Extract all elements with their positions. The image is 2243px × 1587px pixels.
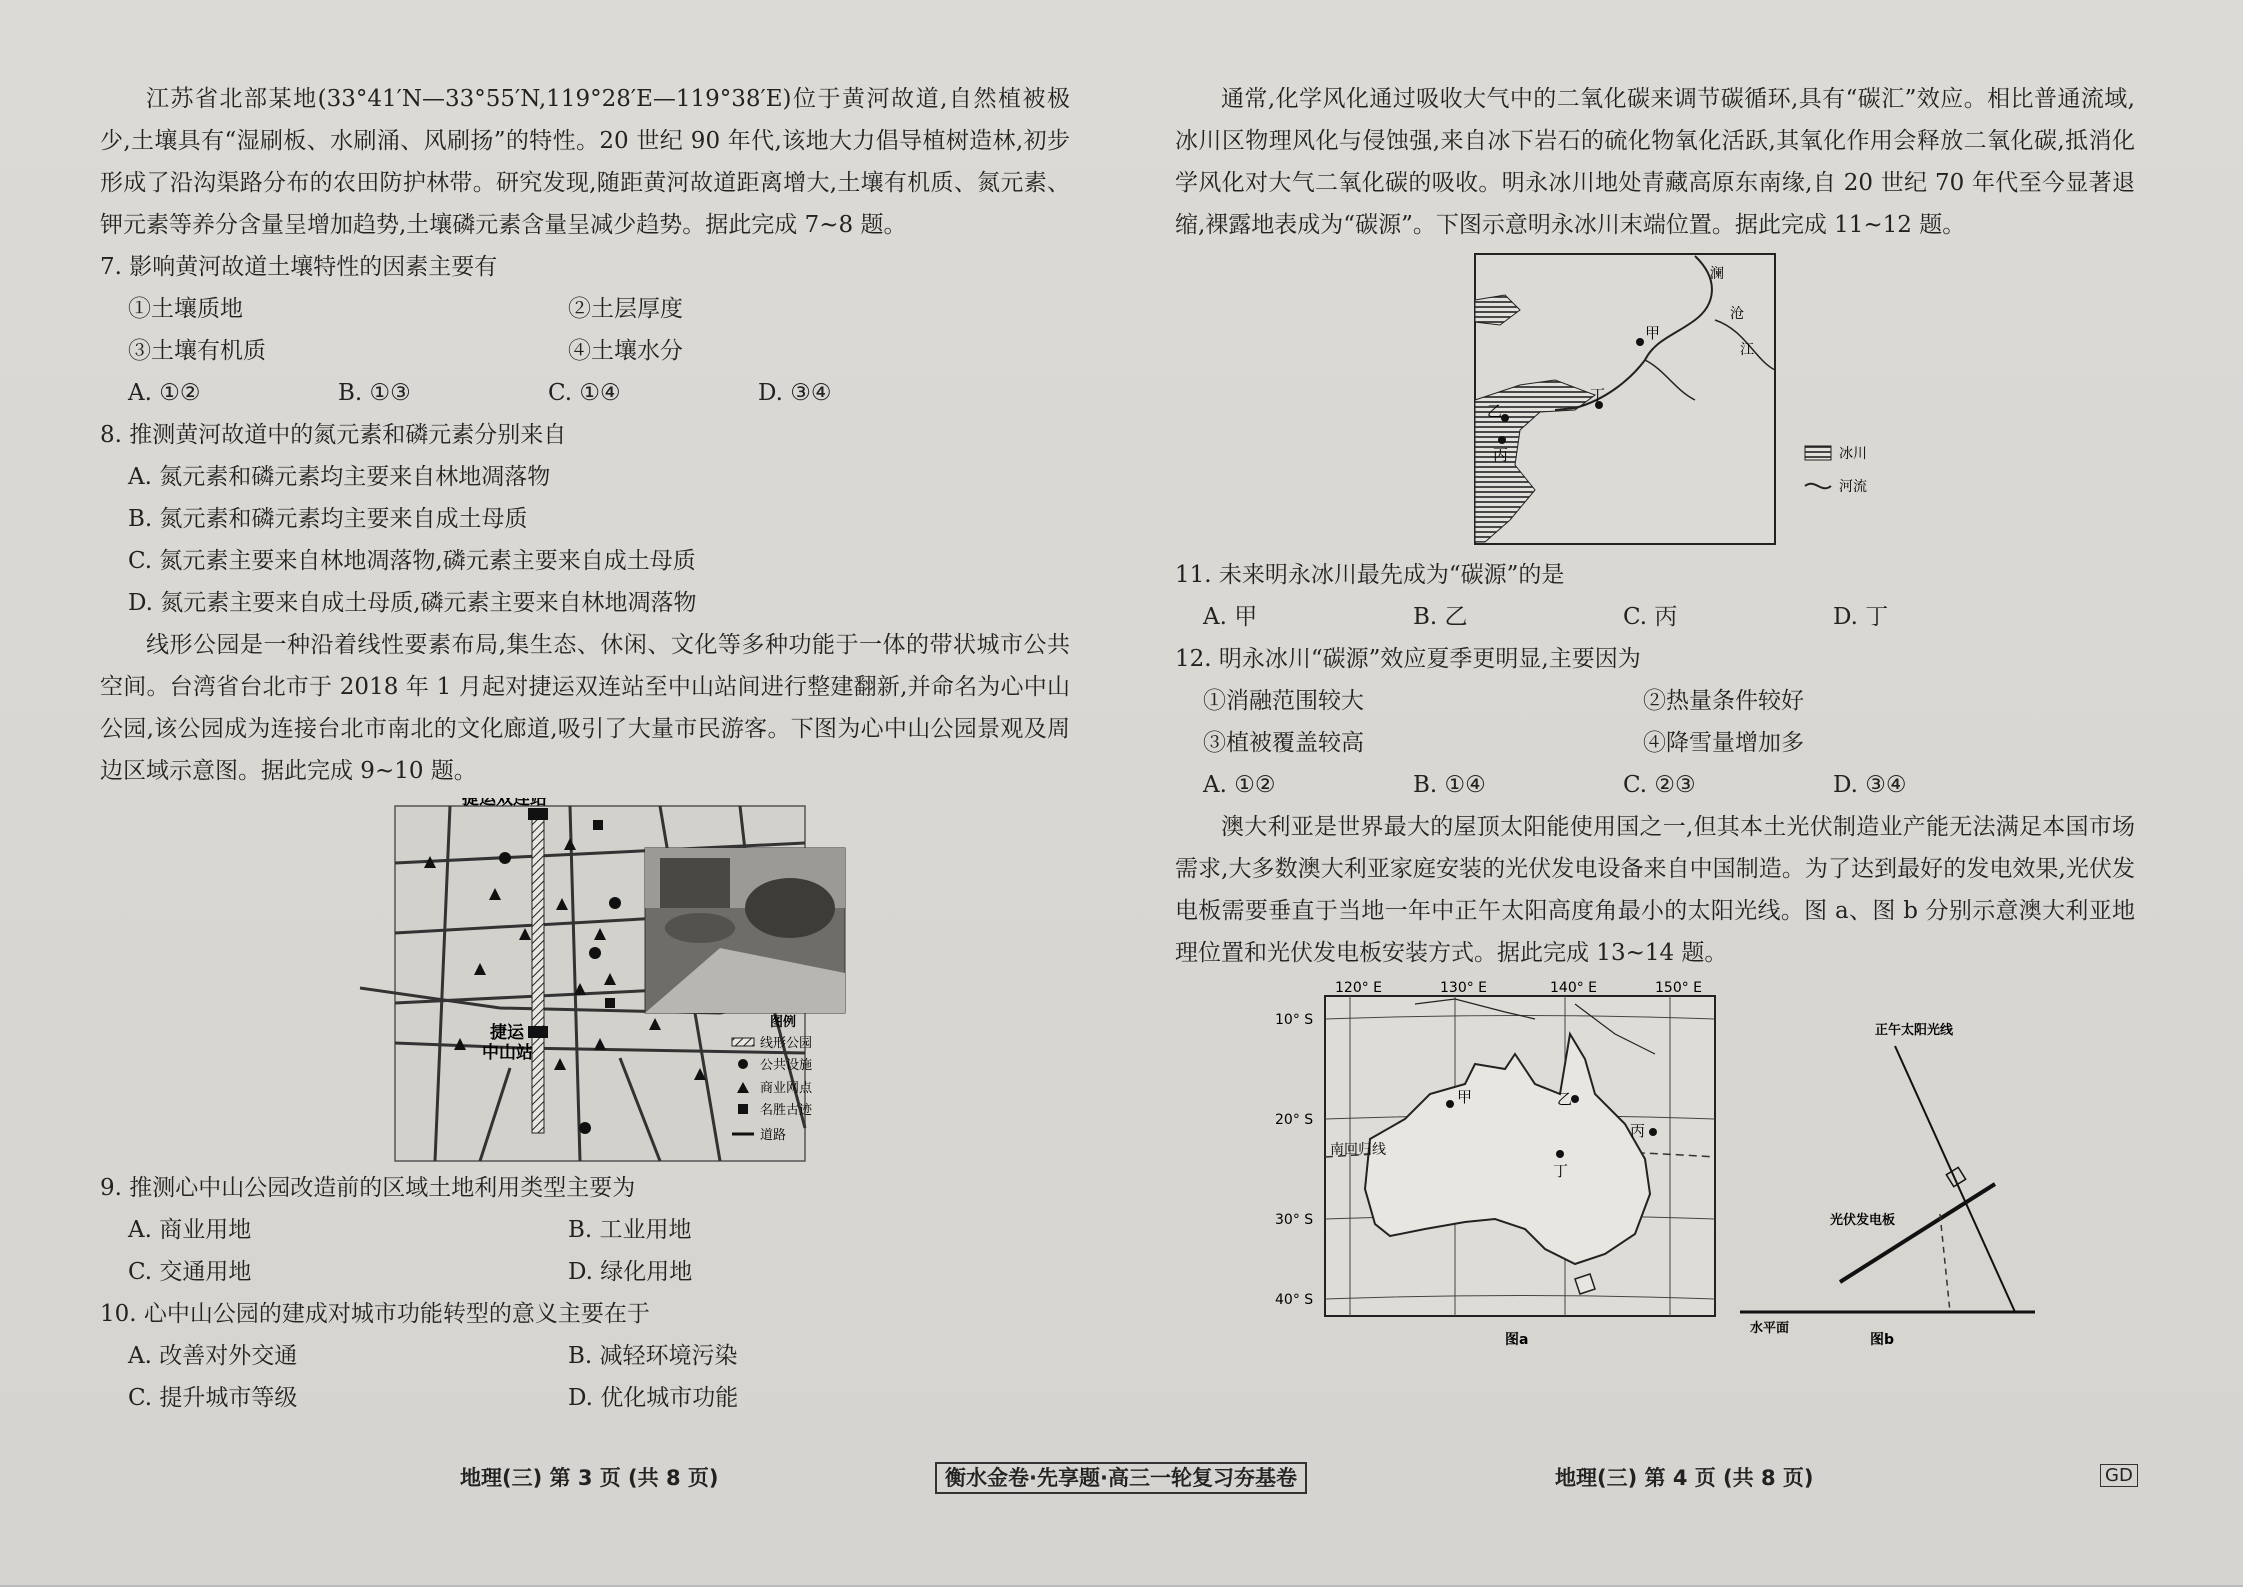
svg-text:乙: 乙 [1557,1090,1573,1108]
passage-13-14: 澳大利亚是世界最大的屋顶太阳能使用国之一,但其本土光伏制造业产能无法满足本国市场需求,大多数澳大利亚家庭安装的光伏发电设备来自中国制造。为了达到最好的发电效果,光伏发电板需要垂直于当地一年中正午太阳高度角最小的太阳光线。图 a、图 b 分别示意澳大利亚地理位置和光伏发电板安装方式。据此完成 13~14 题。 [1175,814,2135,966]
figure-a-caption: 图a [1505,1332,1529,1348]
figure-a [1275,980,1715,1348]
q12-item-2: ②热量条件较好 [1643,688,1804,714]
australia-figures [1175,974,2135,1374]
glacier-map-figure [1175,250,2135,550]
q8-option-c[interactable]: C. 氮元素主要来自林地凋落物,磷元素主要来自成土母质 [128,548,696,574]
svg-text:150° E: 150° E [1655,980,1703,996]
q11-option-a[interactable]: A. 甲 [1203,604,1258,630]
q12-option-d[interactable]: D. ③④ [1833,772,1907,798]
question-9-stem: 9. 推测心中山公园改造前的区域土地利用类型主要为 [100,1175,636,1201]
right-page [1175,78,2135,1374]
q10-option-a[interactable]: A. 改善对外交通 [128,1343,298,1369]
q11-option-b[interactable]: B. 乙 [1413,604,1468,630]
svg-text:道路: 道路 [760,1128,787,1143]
q8-option-a[interactable]: A. 氮元素和磷元素均主要来自林地凋落物 [128,464,551,490]
left-page [100,78,1070,1419]
question-10-options-row1 [100,1335,1070,1377]
question-10-options-row2 [100,1377,1070,1419]
tropic-label: 南回归线 [1330,1142,1386,1158]
station-bottom-label-2: 中山站 [482,1043,533,1063]
question-7-options [100,372,1070,414]
question-12-stem: 12. 明永冰川“碳源”效应夏季更明显,主要因为 [1175,646,1641,672]
figure-b [1740,1022,2035,1348]
passage-11-12: 通常,化学风化通过吸收大气中的二氧化碳来调节碳循环,具有“碳汇”效应。相比普通流域,冰川区物理风化与侵蚀强,来自冰下岩石的硫化物氧化活跃,其氧化作用会释放二氧化碳,抵消化学风化对大气二氧化碳的吸收。明永冰川地处青藏高原东南缘,自 20 世纪 70 年代至今显著退缩,裸露地表成为“碳源”。下图示意明永冰川末端位置。据此完成 11~12 题。 [1175,86,2135,238]
q7-option-d[interactable]: D. ③④ [758,380,832,406]
q9-option-c[interactable]: C. 交通用地 [128,1259,252,1285]
q11-option-c[interactable]: C. 丙 [1623,604,1678,630]
question-12-options [1175,764,2135,806]
station-bottom-label-1: 捷运 [490,1023,524,1043]
svg-text:线形公园: 线形公园 [760,1036,813,1051]
series-title: 衡水金卷·先享题·高三一轮复习夯基卷 [935,1462,1307,1494]
svg-text:丁: 丁 [1590,386,1606,404]
q8-option-b[interactable]: B. 氮元素和磷元素均主要来自成土母质 [128,506,528,532]
figure-b-caption: 图b [1870,1332,1895,1348]
svg-text:商业网点: 商业网点 [760,1081,813,1096]
svg-text:丙: 丙 [1630,1122,1646,1140]
q12-option-c[interactable]: C. ②③ [1623,772,1696,798]
park-map [100,798,1070,1163]
passage-7-8: 江苏省北部某地(33°41′N—33°55′N,119°28′E—119°38′E)位于黄河故道,自然植被极少,土壤具有“湿刷板、水刷涌、风刷扬”的特性。20 世纪 90 年代,该地大力倡导植树造林,初步形成了沿沟渠路分布的农田防护林带。研究发现,随距黄河故道距离增大,土壤有机质、氮元素、钾元素等养分含量呈增加趋势,土壤磷元素含量呈减少趋势。据此完成 7~8 题。 [100,86,1070,238]
question-12-items-row2 [1175,722,2135,764]
svg-text:120° E: 120° E [1335,980,1383,996]
question-8-stem: 8. 推测黄河故道中的氮元素和磷元素分别来自 [100,422,567,448]
svg-text:20° S: 20° S [1275,1112,1314,1128]
sunlight-label: 正午太阳光线 [1875,1023,1954,1038]
svg-text:沧: 沧 [1730,306,1744,322]
question-11-stem: 11. 未来明永冰川最先成为“碳源”的是 [1175,562,1565,588]
question-12-items-row1 [1175,680,2135,722]
legend-glacier: 冰川 [1839,446,1867,462]
shuanglian-station-marker [528,808,548,820]
q12-item-1: ①消融范围较大 [1203,688,1364,714]
svg-text:40° S: 40° S [1275,1292,1314,1308]
question-9-options-row1 [100,1209,1070,1251]
park-map-figure [100,798,1070,1163]
panel-label: 光伏发电板 [1830,1213,1896,1228]
q10-option-d[interactable]: D. 优化城市功能 [568,1385,739,1411]
park-photo [645,848,845,1013]
svg-text:澜: 澜 [1710,266,1724,282]
q12-option-a[interactable]: A. ①② [1203,772,1276,798]
svg-text:140° E: 140° E [1550,980,1598,996]
svg-text:江: 江 [1740,342,1754,358]
q7-option-c[interactable]: C. ①④ [548,380,621,406]
q10-option-b[interactable]: B. 减轻环境污染 [568,1343,738,1369]
question-7-items-row2 [100,330,1070,372]
australia-map-and-panel [1175,974,2135,1374]
q7-item-1: ①土壤质地 [128,296,243,322]
q12-item-3: ③植被覆盖较高 [1203,730,1364,756]
glacier-map [1175,250,2135,550]
q7-item-3: ③土壤有机质 [128,338,266,364]
passage-9-10: 线形公园是一种沿着线性要素布局,集生态、休闲、文化等多种功能于一体的带状城市公共空间。台湾省台北市于 2018 年 1 月起对捷运双连站至中山站间进行整建翻新,并命名为心中山公园,该公园成为连接台北市南北的文化廊道,吸引了大量市民游客。下图为心中山公园景观及周边区域示意图。据此完成 9~10 题。 [100,632,1070,784]
svg-text:公共设施: 公共设施 [760,1058,813,1073]
q10-option-c[interactable]: C. 提升城市等级 [128,1385,298,1411]
q9-option-b[interactable]: B. 工业用地 [568,1217,692,1243]
svg-text:图例: 图例 [770,1015,797,1030]
svg-text:名胜古迹: 名胜古迹 [760,1103,813,1118]
svg-text:甲: 甲 [1645,324,1661,342]
right-page-footer: 地理(三) 第 4 页 (共 8 页) [1555,1466,1814,1490]
question-11-options [1175,596,2135,638]
question-7-stem: 7. 影响黄河故道土壤特性的因素主要有 [100,254,498,280]
gd-badge: GD [2100,1464,2138,1487]
question-7-items-row1 [100,288,1070,330]
q12-option-b[interactable]: B. ①④ [1413,772,1486,798]
q12-item-4: ④降雪量增加多 [1643,730,1804,756]
legend-river: 河流 [1839,479,1867,495]
q7-option-b[interactable]: B. ①③ [338,380,411,406]
station-top-label: 捷运双连站 [462,798,547,809]
series-footer [935,1462,1307,1492]
q7-option-a[interactable]: A. ①② [128,380,201,406]
left-page-footer: 地理(三) 第 3 页 (共 8 页) [460,1466,719,1490]
q7-item-4: ④土壤水分 [568,338,683,364]
svg-text:甲: 甲 [1457,1088,1473,1106]
q11-option-d[interactable]: D. 丁 [1833,604,1889,630]
q9-option-d[interactable]: D. 绿化用地 [568,1259,693,1285]
question-10-stem: 10. 心中山公园的建成对城市功能转型的意义主要在于 [100,1301,650,1327]
q8-option-d[interactable]: D. 氮元素主要来自成土母质,磷元素主要来自林地凋落物 [128,590,697,616]
svg-text:10° S: 10° S [1275,1012,1314,1028]
svg-text:乙: 乙 [1487,402,1503,420]
q9-option-a[interactable]: A. 商业用地 [128,1217,252,1243]
zhongshan-station-marker [528,1026,548,1038]
svg-text:丙: 丙 [1493,446,1509,464]
question-9-options-row2 [100,1251,1070,1293]
gd-badge-wrap [2100,1462,2138,1486]
q7-item-2: ②土层厚度 [568,296,683,322]
svg-text:130° E: 130° E [1440,980,1488,996]
svg-text:30° S: 30° S [1275,1212,1314,1228]
horizontal-label: 水平面 [1750,1321,1790,1336]
svg-text:丁: 丁 [1553,1162,1569,1180]
